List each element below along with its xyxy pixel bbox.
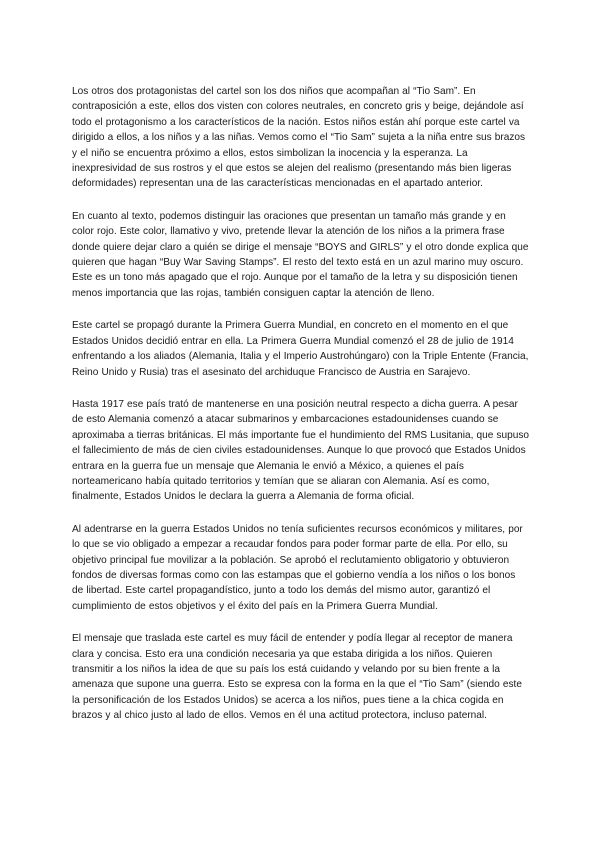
paragraph-5: Al adentrarse en la guerra Estados Unidos no tenía suficientes recursos económicos y militares, por lo que se vio obligado a empezar a recaudar fondos para poder formar parte de ella. Por ello, su objetivo principal fue movilizar a la población. Se aprobó el reclutamiento obligatorio y obtuvieron fondos de diversas formas como con las estampas que el gobierno vendía a los niños o los bonos de libertad. Este cartel propagandístico, junto a todo los demás del mismo autor, garantizó el cumplimiento de estos objetivos y el éxito del país en la Primera Guerra Mundial. xyxy=(72,523,523,612)
document-body xyxy=(72,84,529,741)
paragraph-6: El mensaje que traslada este cartel es muy fácil de entender y podía llegar al receptor de manera clara y concisa. Esto era una condición necesaria ya que estaba dirigida a los niños. Quieren transmitir a los niños la idea de que su país los está cuidando y velando por su bien frente a la amenaza que supone una guerra. Esto se expresa con la forma en la que el “Tio Sam” (siendo este la personificación de los Estados Unidos) se acerca a los niños, pues tiene a la chica cogida en brazos y al chico justo al lado de ellos. Vemos en él una actitud protectora, incluso paternal. xyxy=(72,633,522,722)
paragraph-1: Los otros dos protagonistas del cartel son los dos niños que acompañan al “Tio Sam”. En contraposición a este, ellos dos visten con colores neutrales, en concreto gris y beige, dejándole así todo el protagonismo a los característicos de la nación. Estos niños están ahí porque este cartel va dirigido a ellos, a los niños y a las niñas. Vemos como el “Tio Sam” sujeta a la niña entre sus brazos y el niño se encuentra próximo a ellos, estos simbolizan la inocencia y la esperanza. La inexpresividad de sus rostros y el que estos se alejen del realismo (presentando más bien ligeras deformidades) representan una de las características mencionadas en el apartado anterior. xyxy=(72,86,526,190)
paragraph-4: Hasta 1917 ese país trató de mantenerse en una posición neutral respecto a dicha guerra. A pesar de esto Alemania comenzó a atacar submarinos y embarcaciones estadounidenses cuando se aproximaba a tierras británicas. El más importante fue el hundimiento del RMS Lusitania, que supuso el fallecimiento de más de cien civiles estadounidenses. Aunque lo que provocó que Estados Unidos entrara en la guerra fue un mensaje que Alemania le envió a México, a quienes el país norteamericano había quitado territorios y temían que se aliaran con Alemania. Así es como, finalmente, Estados Unidos le declara la guerra a Alemania de forma oficial. xyxy=(72,398,529,503)
paragraph-2: En cuanto al texto, podemos distinguir las oraciones que presentan un tamaño más grande y en color rojo. Este color, llamativo y vivo, pretende llevar la atención de los niños a la primera frase donde quiere dejar claro a quién se dirige el mensaje “BOYS and GIRLS” y el otro donde explica que quieren que hagan “Buy War Saving Stamps”. El resto del texto está en un azul marino muy oscuro. Este es un tono más apagado que el rojo. Aunque por el tamaño de la letra y su disposición tienen menos importancia que las rojas, también consiguen captar la atención de lleno. xyxy=(72,210,529,299)
paragraph-3: Este cartel se propagó durante la Primera Guerra Mundial, en concreto en el momento en el que Estados Unidos decidió entrar en ella. La Primera Guerra Mundial comenzó el 28 de julio de 1914 enfrentando a los aliados (Alemania, Italia y el Imperio Austrohúngaro) con la Triple Entente (Francia, Reino Unido y Rusia) tras el asesinato del archiduque Francisco de Austria en Sarajevo. xyxy=(72,320,529,378)
